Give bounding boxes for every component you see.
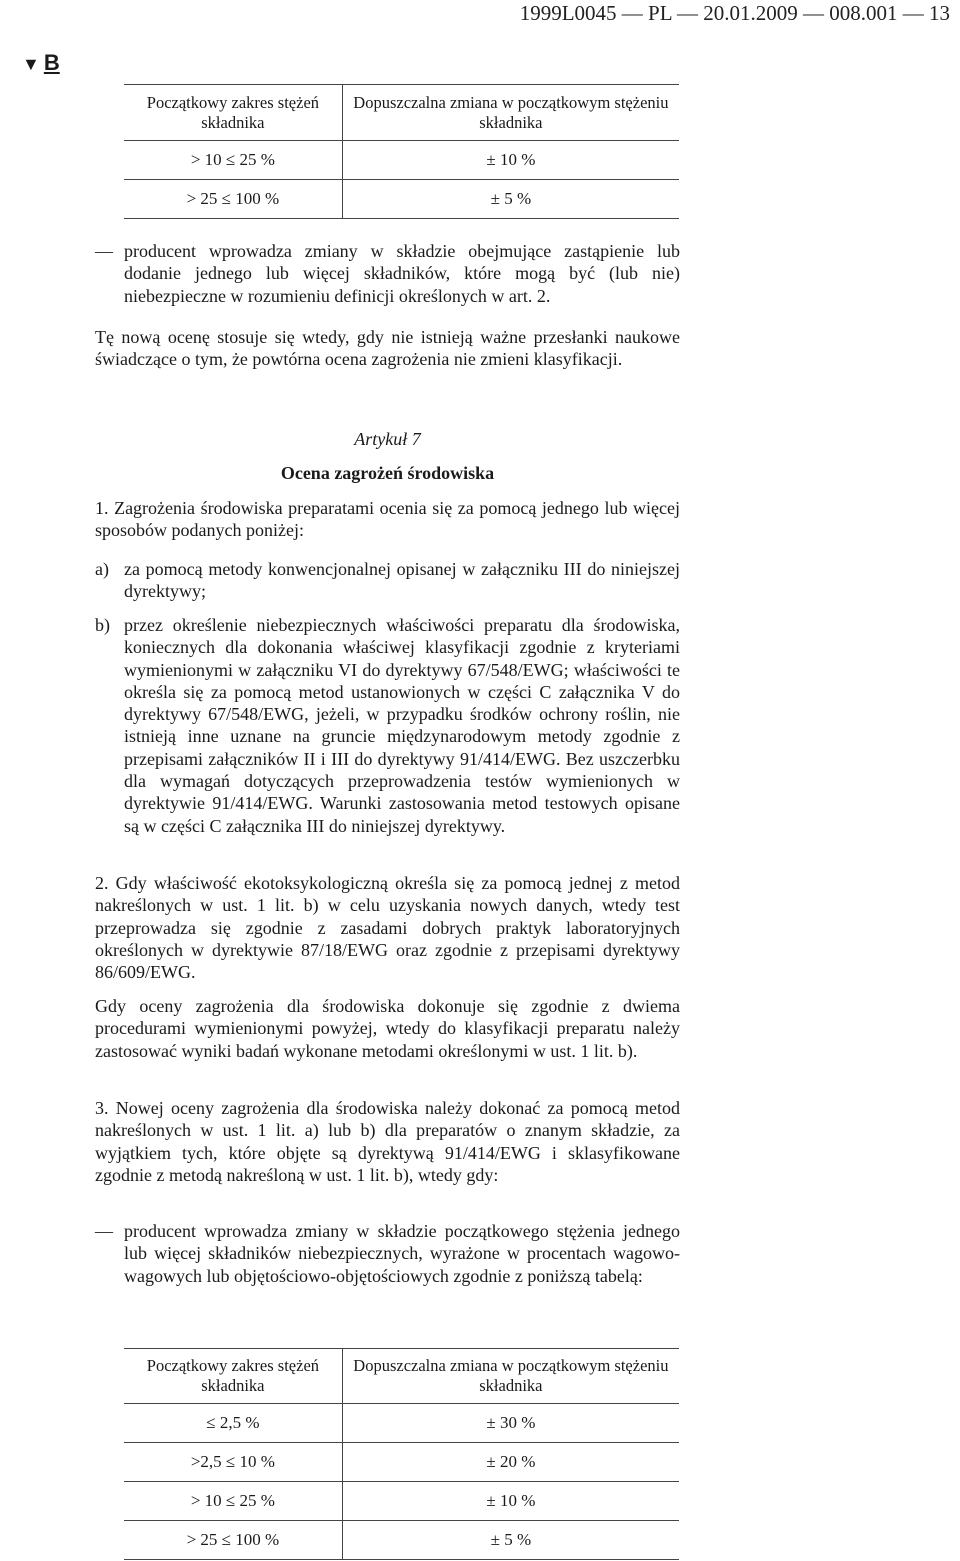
paragraph-procedures: Gdy oceny zagrożenia dla środowiska dokonuje się zgodnie z dwiema procedurami wymienionymi powyżej, wtedy do klasyfikacji preparatu należy zastosować wyniki badań wykonane metodami określonymi w ust. 1 lit. b). bbox=[95, 996, 680, 1061]
paragraph-reassessment: Tę nową ocenę stosuje się wtedy, gdy nie istnieją ważne przesłanki naukowe świadczące o tym, że powtórna ocena zagrożenia nie zmieni klasyfikacji. bbox=[95, 327, 680, 370]
table-cell: ≤ 2,5 % bbox=[124, 1404, 342, 1443]
table-cell: > 25 ≤ 100 % bbox=[124, 1521, 342, 1560]
table-cell: >2,5 ≤ 10 % bbox=[124, 1443, 342, 1482]
article-title: Artykuł 7 bbox=[354, 429, 421, 449]
concentration-table-top bbox=[124, 84, 679, 219]
table-cell: ± 5 % bbox=[342, 1521, 679, 1560]
table-cell: > 25 ≤ 100 % bbox=[124, 180, 342, 219]
list-item-b bbox=[95, 614, 680, 837]
list-item-label: a) bbox=[95, 559, 109, 579]
list-item-a bbox=[95, 558, 680, 603]
amendment-marker-letter: B bbox=[43, 50, 60, 75]
section-3-paragraph: 3. Nowej oceny zagrożenia dla środowiska należy dokonać za pomocą metod nakreślonych w ust. 1 lit. a) lub b) dla preparatów o znanym składzie, za wyjątkiem tych, które objęte są dyrektywą 91/414/EWG i sklasyfikowane zgodnie z metodą nakreśloną w ust. 1 lit. b), wtedy gdy: bbox=[95, 1098, 680, 1185]
table-header-allowed-change: Dopuszczalna zmiana w początkowym stężeniu składnika bbox=[342, 85, 679, 141]
table-cell: ± 30 % bbox=[342, 1404, 679, 1443]
table-header-initial-range: Początkowy zakres stężeń składnika bbox=[124, 85, 342, 141]
table-row bbox=[124, 1521, 679, 1560]
table-row bbox=[124, 141, 679, 180]
table-header-row bbox=[124, 85, 679, 141]
concentration-table-bottom bbox=[124, 1348, 679, 1560]
document-reference-header: 1999L0045 — PL — 20.01.2009 — 008.001 — 13 bbox=[519, 1, 950, 25]
table-cell: ± 20 % bbox=[342, 1443, 679, 1482]
table-cell: > 10 ≤ 25 % bbox=[124, 1482, 342, 1521]
table-header-allowed-change: Dopuszczalna zmiana w początkowym stężeniu składnika bbox=[342, 1349, 679, 1404]
table-row bbox=[124, 180, 679, 219]
article-heading: Ocena zagrożeń środowiska bbox=[280, 463, 495, 483]
table-header-initial-range: Początkowy zakres stężeń składnika bbox=[124, 1349, 342, 1404]
table-row bbox=[124, 1404, 679, 1443]
dash-list-item-text: producent wprowadza zmiany w składzie obejmujące zastąpienie lub dodanie jednego lub więcej składników, które mogą być (lub nie) niebezpieczne w rozumieniu definicji określonych w art. 2. bbox=[124, 241, 680, 306]
table-cell: ± 5 % bbox=[342, 180, 679, 219]
dash-bullet: — bbox=[95, 1221, 113, 1241]
section-2-paragraph: 2. Gdy właściwość ekotoksykologiczną określa się za pomocą jednej z metod nakreślonych w ust. 1 lit. b) w celu uzyskania nowych danych, wtedy test przeprowadza się zgodnie z zasadami dobrych praktyk laboratoryjnych określonych w dyrektywie 87/18/EWG oraz zgodnie z przepisami dyrektywy 86/609/EWG. bbox=[95, 873, 680, 983]
list-item-label: b) bbox=[95, 615, 110, 635]
table-row bbox=[124, 1443, 679, 1482]
dash-list-item bbox=[95, 240, 680, 307]
section-1-paragraph: 1. Zagrożenia środowiska preparatami ocenia się za pomocą jednego lub więcej sposobów podanych poniżej: bbox=[95, 498, 680, 541]
table-cell: ± 10 % bbox=[342, 1482, 679, 1521]
table-header-row bbox=[124, 1349, 679, 1404]
table-cell: ± 10 % bbox=[342, 141, 679, 180]
table-row bbox=[124, 1482, 679, 1521]
triangle-down-icon: ▼ bbox=[22, 54, 40, 74]
table-cell: > 10 ≤ 25 % bbox=[124, 141, 342, 180]
dash-bullet: — bbox=[95, 241, 113, 261]
list-item-text: przez określenie niebezpiecznych właściwości preparatu dla środowiska, koniecznych dla dokonania właściwej klasyfikacji zgodnie z kryteriami wymienionymi w załączniku VI do dyrektywy 67/548/EWG; właściwości te określa się za pomocą metod ustanowionych w części C załącznika V do dyrektywy 67/548/EWG, jeżeli, w przypadku środków ochrony roślin, nie istnieją inne uznane na gruncie międzynarodowym metody zgodnie z przepisami załączników II i III do dyrektywy 91/414/EWG. Bez uszczerbku dla wymagań dotyczących przeprowadzenia testów wymienionych w dyrektywie 91/414/EWG. Warunki zastosowania metod testowych opisane są w części C załącznika III do niniejszej dyrektywy. bbox=[124, 615, 680, 836]
dash-list-item-2 bbox=[95, 1220, 680, 1287]
dash-list-item-text: producent wprowadza zmiany w składzie początkowego stężenia jednego lub więcej składników niebezpiecznych, wyrażone w procentach wagowo-wagowych lub objętościowo-objętościowych zgodnie z poniższą tabelą: bbox=[124, 1221, 680, 1286]
amendment-marker bbox=[22, 50, 60, 77]
list-item-text: za pomocą metody konwencjonalnej opisanej w załączniku III do niniejszej dyrektywy; bbox=[124, 559, 680, 602]
